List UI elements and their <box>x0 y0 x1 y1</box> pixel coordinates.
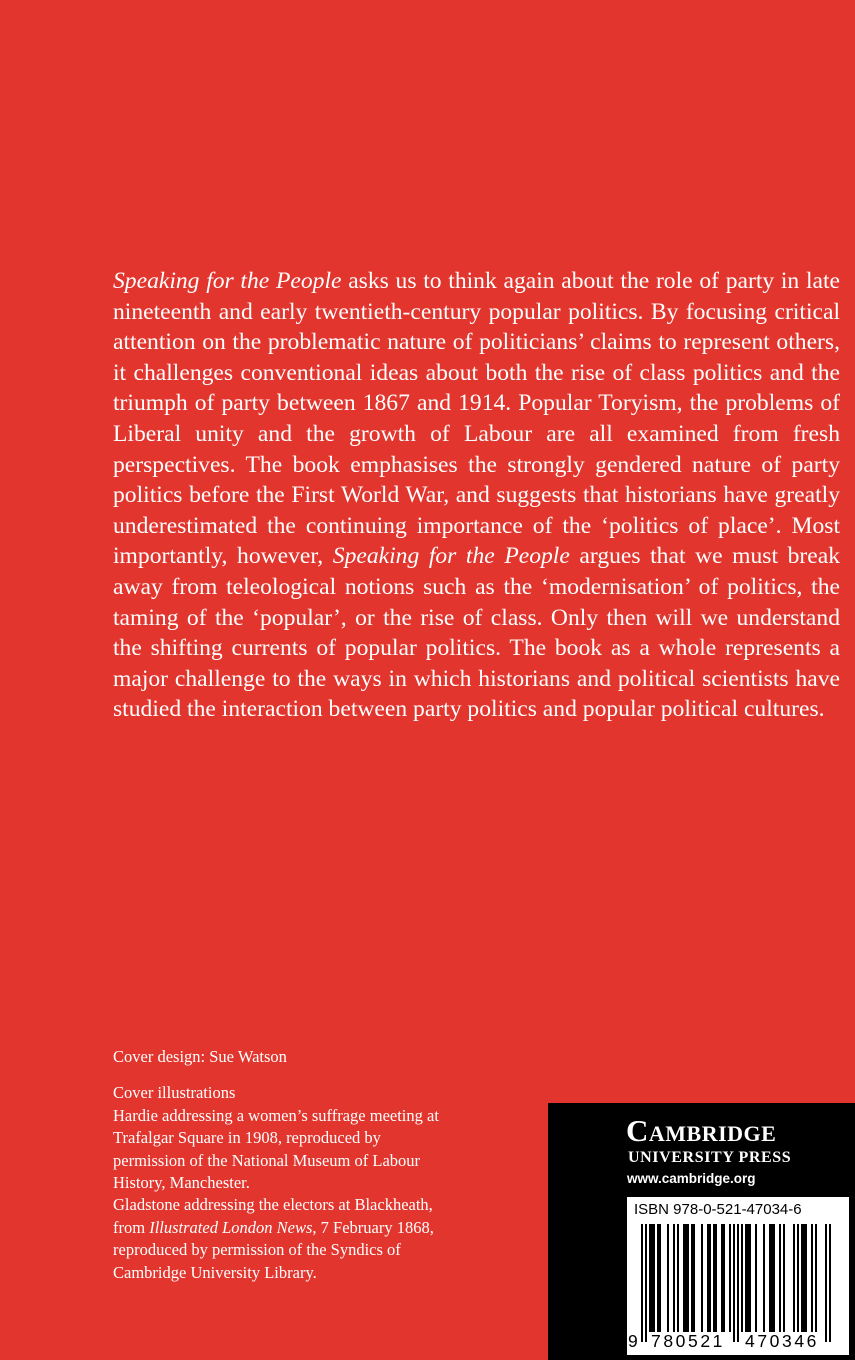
credit-text: History, Manchester. <box>113 1173 250 1193</box>
barcode-bar <box>641 1224 643 1342</box>
book-title-italic: Speaking for the People <box>332 543 570 570</box>
credit-text: reproduced by permission of the Syndics of <box>113 1240 401 1260</box>
barcode-bar <box>667 1224 669 1332</box>
cover-credits <box>113 1046 503 1284</box>
credit-text: from <box>113 1217 150 1237</box>
credit-text: Trafalgar Square in 1908, reproduced by <box>113 1128 381 1148</box>
publisher-name: Cambridge <box>626 1113 777 1148</box>
barcode-bar <box>715 1224 717 1332</box>
credit-line <box>113 1262 503 1284</box>
isbn-barcode <box>627 1197 849 1355</box>
barcode-bar <box>651 1224 653 1332</box>
isbn-label: ISBN 978-0-521-47034-6 <box>634 1201 802 1218</box>
barcode-digits <box>627 1331 849 1353</box>
credit-line <box>113 1105 503 1127</box>
barcode-bar <box>721 1224 723 1332</box>
barcode-bar <box>693 1224 695 1332</box>
barcode-bar <box>771 1224 773 1332</box>
publisher-imprint-box <box>548 1103 855 1360</box>
barcode-bar <box>685 1224 687 1332</box>
barcode-bar <box>653 1224 655 1332</box>
credit-line <box>113 1194 503 1216</box>
back-cover-blurb <box>113 266 840 725</box>
cover-illustrations-heading: Cover illustrations <box>113 1083 236 1103</box>
barcode-bar <box>763 1224 765 1332</box>
publisher-press-label: UNIVERSITY PRESS <box>628 1149 792 1166</box>
barcode-bar <box>797 1224 799 1332</box>
barcode-bar <box>659 1224 661 1332</box>
credit-text: Cambridge University Library. <box>113 1262 317 1282</box>
barcode-bar <box>779 1224 781 1332</box>
barcode-bar <box>773 1224 775 1332</box>
barcode-bar <box>769 1224 771 1332</box>
publication-title-italic: Illustrated London News <box>149 1217 313 1237</box>
barcode-bar <box>749 1224 751 1332</box>
barcode-bar <box>723 1224 725 1332</box>
credit-text: Gladstone addressing the electors at Blackheath, <box>113 1195 433 1215</box>
barcode-bar <box>825 1224 827 1342</box>
barcode-bar <box>815 1224 817 1332</box>
barcode-right-group: 470346 <box>745 1331 819 1351</box>
barcode-bar <box>645 1224 647 1342</box>
cover-design-credit: Cover design: Sue Watson <box>113 1047 287 1066</box>
barcode-left-group: 780521 <box>651 1331 725 1351</box>
barcode-bar <box>687 1224 689 1332</box>
barcode-first-digit: 9 <box>628 1331 638 1351</box>
credit-line <box>113 1150 503 1172</box>
barcode-bar <box>677 1224 679 1332</box>
barcode-bar <box>755 1224 757 1332</box>
barcode-bar <box>673 1224 675 1332</box>
cover-illustrations-text <box>113 1105 503 1284</box>
barcode-bar <box>783 1224 785 1332</box>
credit-line <box>113 1217 503 1239</box>
barcode-bar <box>701 1224 703 1332</box>
publisher-website: www.cambridge.org <box>627 1171 756 1186</box>
credit-text: Hardie addressing a women’s suffrage meeting at <box>113 1105 439 1125</box>
barcode-bar <box>745 1224 747 1332</box>
barcode-bar <box>707 1224 709 1332</box>
barcode-bar <box>829 1224 831 1342</box>
credit-text: permission of the National Museum of Labour <box>113 1150 421 1170</box>
blurb-text: argues that we must break away from teleological notions such as the ‘modernisation’ of politics, the taming of the ‘popular’, or the rise of class. Only then will we understand the shifting currents of popular politics. The book as a whole represents a major challenge to the ways in which historians and political scientists have studied the interaction between party politics and popular political cultures. <box>113 543 841 723</box>
credit-line <box>113 1172 503 1194</box>
barcode-bar <box>805 1224 807 1332</box>
barcode-bar <box>811 1224 813 1332</box>
barcode-bar <box>691 1224 693 1332</box>
credit-line <box>113 1239 503 1261</box>
barcode-bar <box>729 1224 731 1332</box>
barcode-bar <box>737 1224 739 1342</box>
book-title-italic: Speaking for the People <box>113 268 342 294</box>
barcode-bar <box>713 1224 715 1332</box>
barcode-bar <box>793 1224 795 1332</box>
barcode-bar <box>649 1224 651 1332</box>
barcode-bar <box>741 1224 743 1332</box>
barcode-bar <box>803 1224 805 1332</box>
barcode-bar <box>709 1224 711 1332</box>
barcode-bar <box>733 1224 735 1342</box>
barcode-bar <box>747 1224 749 1332</box>
barcode-bar <box>801 1224 803 1332</box>
blurb-text: asks us to think again about the role of party in late nineteenth and early twentieth-century popular politics. By focusing critical attention on the problematic nature of politicians’ claims to represent others, it challenges conventional ideas about both the rise of class politics and the triumph of party between 1867 and 1914. Popular Toryism, the problems of Liberal unity and the growth of Labour are all examined from fresh perspectives. The book emphasises the strongly gendered nature of party politics before the First World War, and suggests that historians have greatly underestimated the continuing importance of the ‘politics of place’. Most importantly, however, <box>113 268 840 570</box>
barcode-bar <box>683 1224 685 1332</box>
barcode-bar <box>657 1224 659 1332</box>
credit-line <box>113 1127 503 1149</box>
credit-text: , 7 February 1868, <box>312 1217 434 1237</box>
